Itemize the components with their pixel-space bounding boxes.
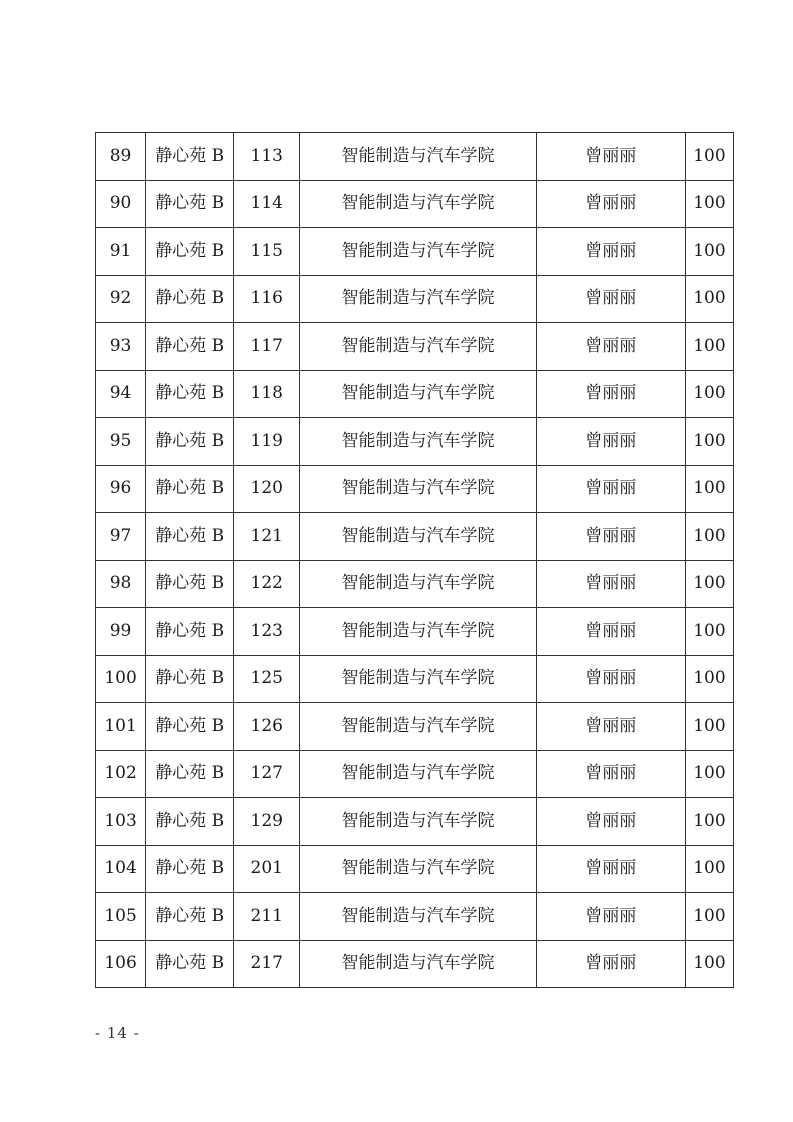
room-number-cell: 113 xyxy=(234,133,300,181)
row-number-cell: 105 xyxy=(96,893,146,941)
manager-cell: 曾丽丽 xyxy=(536,845,685,893)
table-row xyxy=(96,465,734,513)
room-number-cell: 201 xyxy=(234,845,300,893)
page-number: - 14 - xyxy=(95,1024,140,1042)
score-cell: 100 xyxy=(685,133,733,181)
building-cell: 静心苑 B xyxy=(146,893,234,941)
room-number-cell: 122 xyxy=(234,560,300,608)
table-row xyxy=(96,180,734,228)
row-number-cell: 100 xyxy=(96,655,146,703)
row-number-cell: 99 xyxy=(96,608,146,656)
college-cell: 智能制造与汽车学院 xyxy=(300,845,536,893)
room-number-cell: 114 xyxy=(234,180,300,228)
college-cell: 智能制造与汽车学院 xyxy=(300,418,536,466)
building-cell: 静心苑 B xyxy=(146,465,234,513)
building-cell: 静心苑 B xyxy=(146,798,234,846)
row-number-cell: 101 xyxy=(96,703,146,751)
manager-cell: 曾丽丽 xyxy=(536,418,685,466)
row-number-cell: 104 xyxy=(96,845,146,893)
college-cell: 智能制造与汽车学院 xyxy=(300,275,536,323)
table-row xyxy=(96,798,734,846)
score-cell: 100 xyxy=(685,275,733,323)
building-cell: 静心苑 B xyxy=(146,608,234,656)
table-row xyxy=(96,845,734,893)
room-number-cell: 119 xyxy=(234,418,300,466)
score-cell: 100 xyxy=(685,845,733,893)
college-cell: 智能制造与汽车学院 xyxy=(300,133,536,181)
building-cell: 静心苑 B xyxy=(146,703,234,751)
college-cell: 智能制造与汽车学院 xyxy=(300,940,536,988)
building-cell: 静心苑 B xyxy=(146,655,234,703)
college-cell: 智能制造与汽车学院 xyxy=(300,513,536,561)
score-cell: 100 xyxy=(685,228,733,276)
college-cell: 智能制造与汽车学院 xyxy=(300,798,536,846)
room-number-cell: 118 xyxy=(234,370,300,418)
room-number-cell: 217 xyxy=(234,940,300,988)
building-cell: 静心苑 B xyxy=(146,560,234,608)
score-cell: 100 xyxy=(685,370,733,418)
building-cell: 静心苑 B xyxy=(146,180,234,228)
building-cell: 静心苑 B xyxy=(146,513,234,561)
table-row xyxy=(96,703,734,751)
room-number-cell: 121 xyxy=(234,513,300,561)
table-row xyxy=(96,513,734,561)
college-cell: 智能制造与汽车学院 xyxy=(300,323,536,371)
college-cell: 智能制造与汽车学院 xyxy=(300,608,536,656)
score-cell: 100 xyxy=(685,513,733,561)
table-row xyxy=(96,608,734,656)
room-number-cell: 123 xyxy=(234,608,300,656)
manager-cell: 曾丽丽 xyxy=(536,513,685,561)
manager-cell: 曾丽丽 xyxy=(536,180,685,228)
manager-cell: 曾丽丽 xyxy=(536,275,685,323)
score-cell: 100 xyxy=(685,655,733,703)
row-number-cell: 90 xyxy=(96,180,146,228)
row-number-cell: 96 xyxy=(96,465,146,513)
room-number-cell: 126 xyxy=(234,703,300,751)
score-cell: 100 xyxy=(685,465,733,513)
manager-cell: 曾丽丽 xyxy=(536,798,685,846)
row-number-cell: 91 xyxy=(96,228,146,276)
manager-cell: 曾丽丽 xyxy=(536,750,685,798)
manager-cell: 曾丽丽 xyxy=(536,370,685,418)
manager-cell: 曾丽丽 xyxy=(536,608,685,656)
table-row xyxy=(96,750,734,798)
score-cell: 100 xyxy=(685,608,733,656)
dormitory-score-table-container xyxy=(95,132,734,988)
table-row xyxy=(96,228,734,276)
table-row xyxy=(96,275,734,323)
table-row xyxy=(96,655,734,703)
college-cell: 智能制造与汽车学院 xyxy=(300,560,536,608)
table-row xyxy=(96,323,734,371)
score-cell: 100 xyxy=(685,180,733,228)
row-number-cell: 95 xyxy=(96,418,146,466)
college-cell: 智能制造与汽车学院 xyxy=(300,180,536,228)
manager-cell: 曾丽丽 xyxy=(536,560,685,608)
room-number-cell: 127 xyxy=(234,750,300,798)
room-number-cell: 211 xyxy=(234,893,300,941)
row-number-cell: 103 xyxy=(96,798,146,846)
row-number-cell: 98 xyxy=(96,560,146,608)
score-cell: 100 xyxy=(685,703,733,751)
score-cell: 100 xyxy=(685,323,733,371)
building-cell: 静心苑 B xyxy=(146,323,234,371)
manager-cell: 曾丽丽 xyxy=(536,893,685,941)
manager-cell: 曾丽丽 xyxy=(536,323,685,371)
building-cell: 静心苑 B xyxy=(146,133,234,181)
college-cell: 智能制造与汽车学院 xyxy=(300,655,536,703)
table-row xyxy=(96,133,734,181)
building-cell: 静心苑 B xyxy=(146,228,234,276)
building-cell: 静心苑 B xyxy=(146,418,234,466)
table-row xyxy=(96,370,734,418)
room-number-cell: 116 xyxy=(234,275,300,323)
score-cell: 100 xyxy=(685,893,733,941)
manager-cell: 曾丽丽 xyxy=(536,133,685,181)
room-number-cell: 117 xyxy=(234,323,300,371)
score-cell: 100 xyxy=(685,940,733,988)
college-cell: 智能制造与汽车学院 xyxy=(300,370,536,418)
row-number-cell: 102 xyxy=(96,750,146,798)
manager-cell: 曾丽丽 xyxy=(536,465,685,513)
row-number-cell: 92 xyxy=(96,275,146,323)
dormitory-score-table xyxy=(95,132,734,988)
manager-cell: 曾丽丽 xyxy=(536,940,685,988)
table-row xyxy=(96,940,734,988)
score-cell: 100 xyxy=(685,560,733,608)
table-body xyxy=(96,133,734,988)
building-cell: 静心苑 B xyxy=(146,370,234,418)
manager-cell: 曾丽丽 xyxy=(536,703,685,751)
room-number-cell: 125 xyxy=(234,655,300,703)
college-cell: 智能制造与汽车学院 xyxy=(300,465,536,513)
college-cell: 智能制造与汽车学院 xyxy=(300,703,536,751)
table-row xyxy=(96,418,734,466)
row-number-cell: 94 xyxy=(96,370,146,418)
row-number-cell: 89 xyxy=(96,133,146,181)
score-cell: 100 xyxy=(685,798,733,846)
manager-cell: 曾丽丽 xyxy=(536,228,685,276)
college-cell: 智能制造与汽车学院 xyxy=(300,893,536,941)
room-number-cell: 120 xyxy=(234,465,300,513)
building-cell: 静心苑 B xyxy=(146,845,234,893)
building-cell: 静心苑 B xyxy=(146,750,234,798)
building-cell: 静心苑 B xyxy=(146,275,234,323)
building-cell: 静心苑 B xyxy=(146,940,234,988)
room-number-cell: 115 xyxy=(234,228,300,276)
college-cell: 智能制造与汽车学院 xyxy=(300,228,536,276)
score-cell: 100 xyxy=(685,750,733,798)
room-number-cell: 129 xyxy=(234,798,300,846)
score-cell: 100 xyxy=(685,418,733,466)
row-number-cell: 106 xyxy=(96,940,146,988)
table-row xyxy=(96,560,734,608)
row-number-cell: 93 xyxy=(96,323,146,371)
row-number-cell: 97 xyxy=(96,513,146,561)
manager-cell: 曾丽丽 xyxy=(536,655,685,703)
table-row xyxy=(96,893,734,941)
college-cell: 智能制造与汽车学院 xyxy=(300,750,536,798)
